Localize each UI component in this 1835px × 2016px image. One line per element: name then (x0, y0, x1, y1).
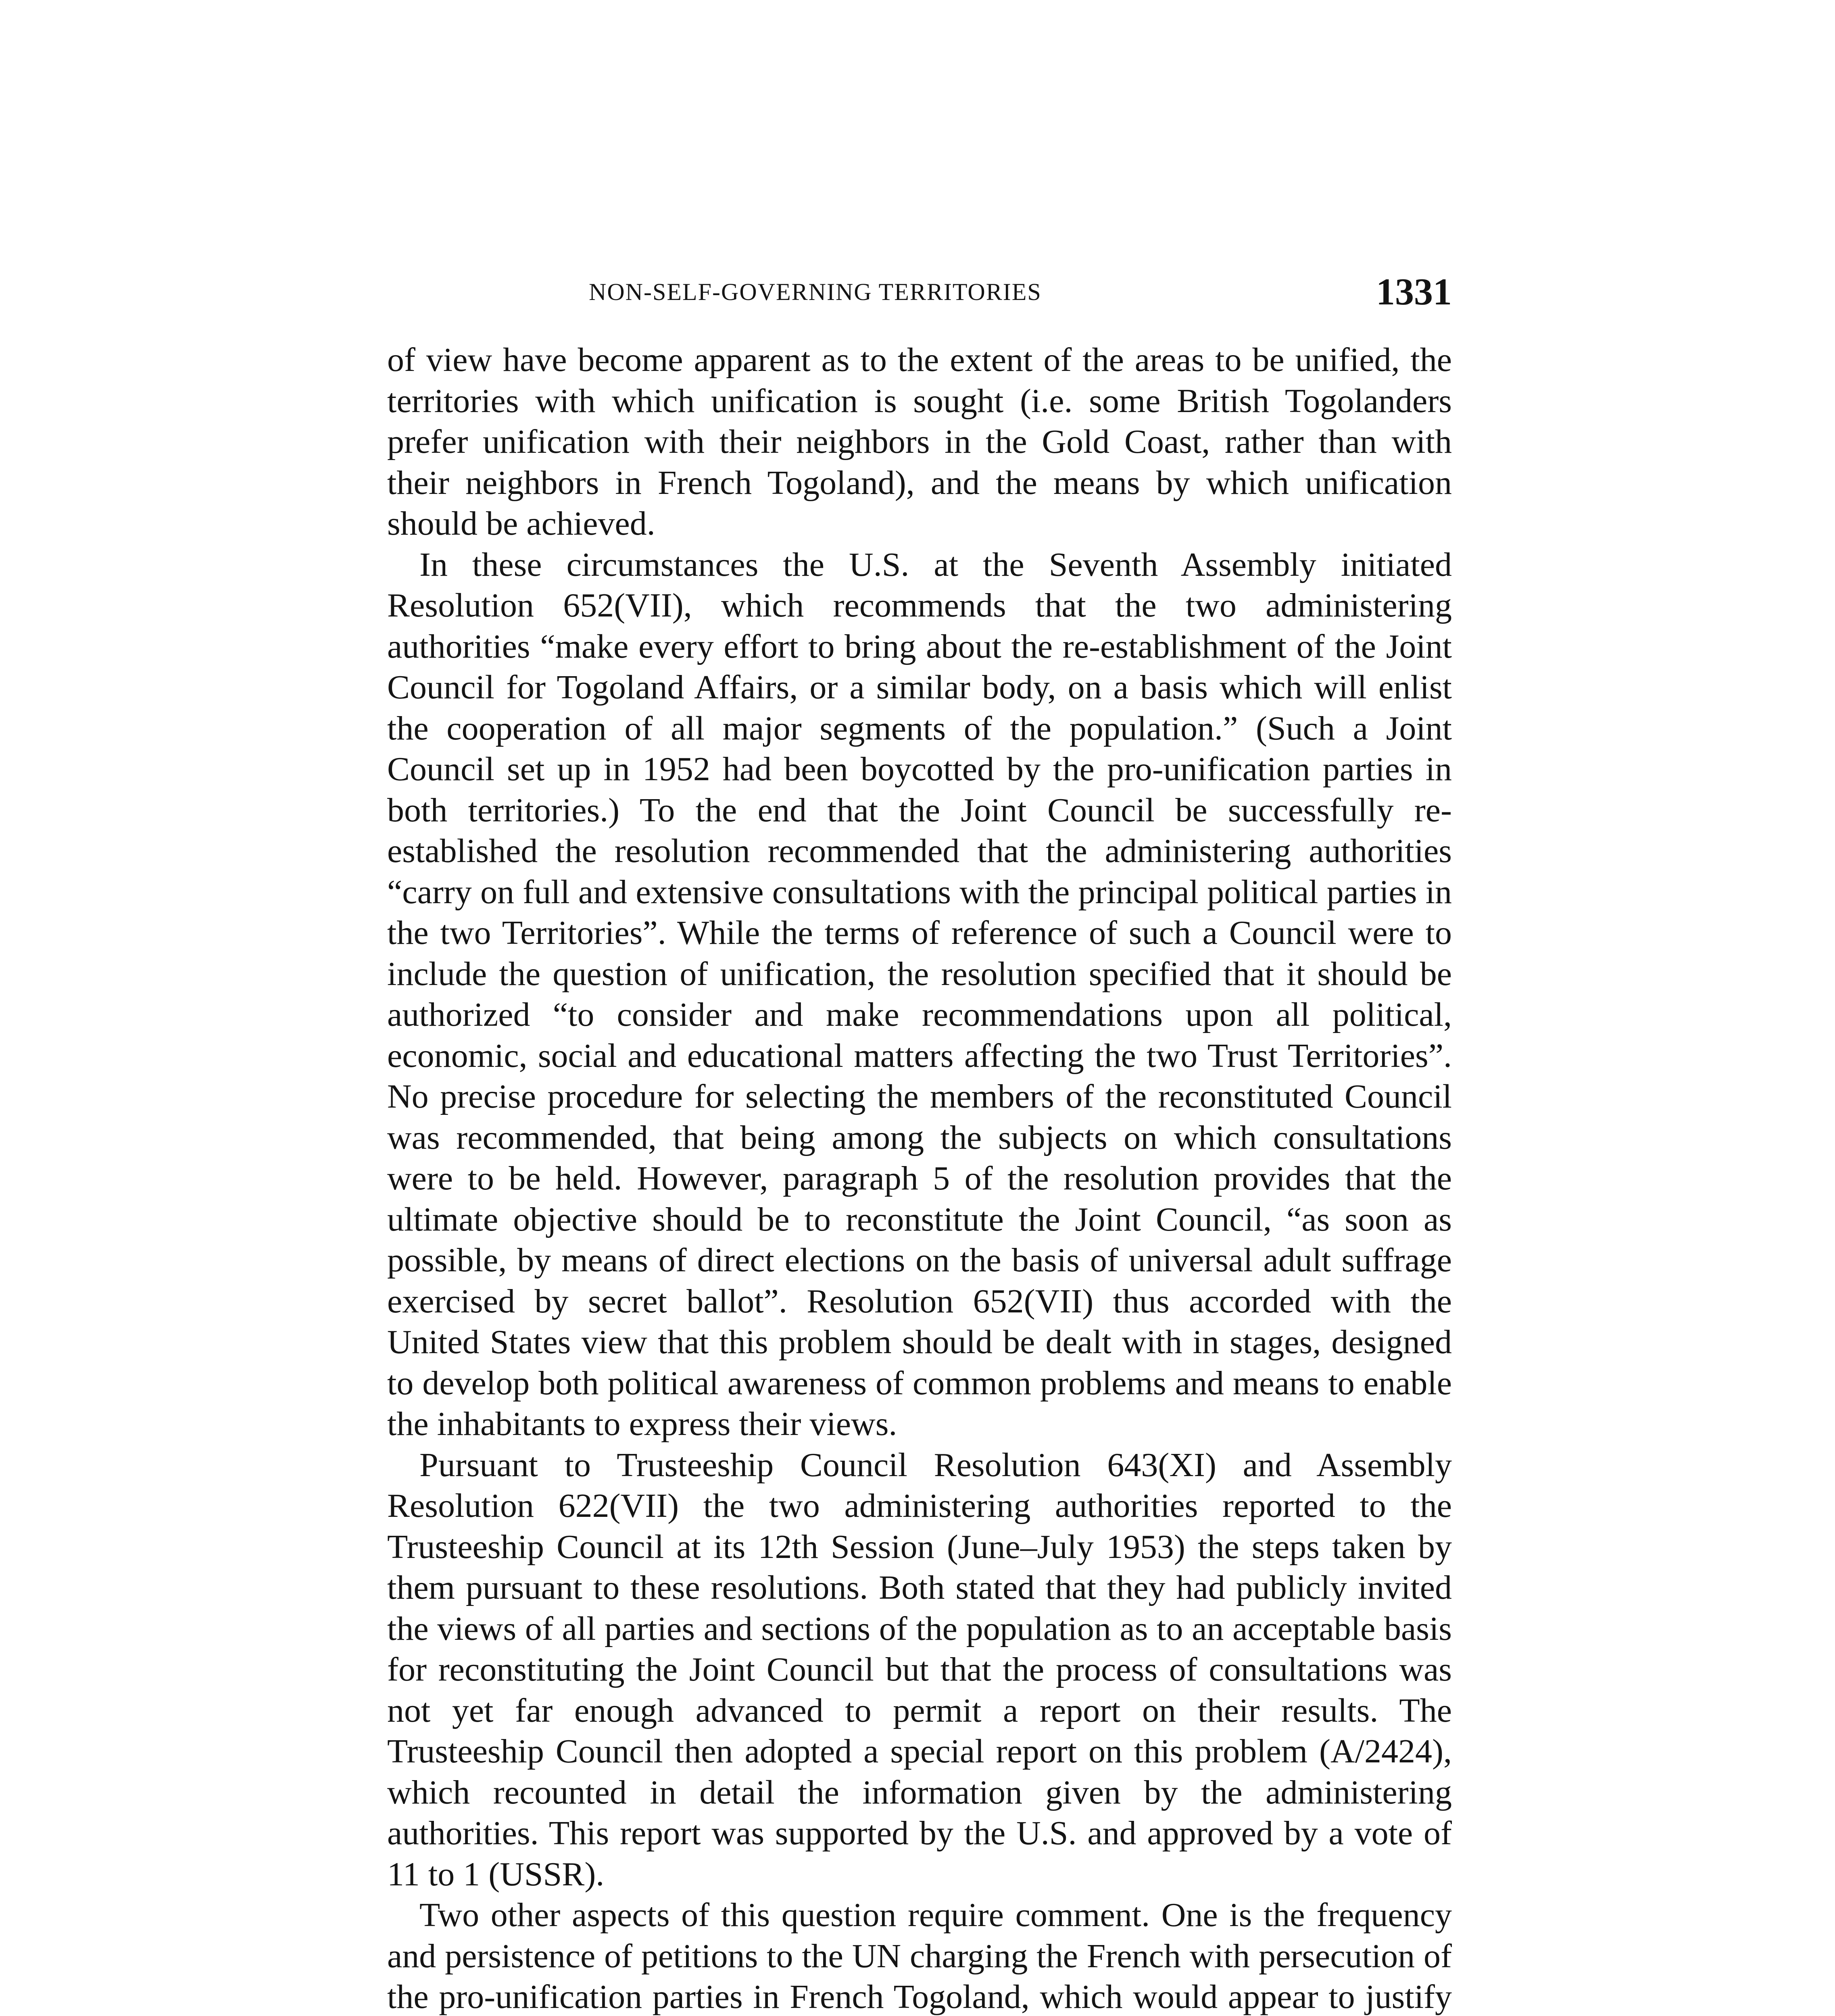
paragraph-continuation: of view have become apparent as to the extent of the areas to be unified, the territories with which unification is sought (i.e. some British Togolanders prefer unification with their neighbors in the Gold Coast, rather than with their neighbors in French Togoland), and the means by which unification should be achieved. (387, 341, 1452, 542)
paragraph-trusteeship-report: Pursuant to Trusteeship Council Resolution 643(XI) and Assembly Resolution 622(VII) the two administering authorities reported to the Trusteeship Council at its 12th Session (June–July 1953) the steps taken by them pursuant to these resolutions. Both stated that they had publicly invited the views of all parties and sections of the population as to an acceptable basis for reconstituting the Joint Council but that the process of consultations was not yet far enough advanced to permit a report on their results. The Trusteeship Council then adopted a special report on this problem (A/2424), which recounted in detail the information given by the administering authorities. This report was supported by the U.S. and approved by a vote of 11 to 1 (USSR). (387, 1446, 1452, 1893)
page-header (387, 270, 1452, 319)
body-text (387, 339, 1452, 2016)
paragraph-other-aspects: Two other aspects of this question require comment. One is the frequency and persistence of petitions to the UN charging the French with persecution of the pro-unification parties in French Togoland, which would appear to justify (387, 1896, 1452, 2016)
running-head: NON-SELF-GOVERNING TERRITORIES (589, 279, 1042, 305)
paragraph-resolution-652: In these circumstances the U.S. at the Seventh Assembly initiated Resolution 652(VII), which recommends that the two administering authorities “make every effort to bring about the re-establishment of the Joint Council for Togoland Affairs, or a similar body, on a basis which will enlist the cooperation of all major segments of the population.” (Such a Joint Council set up in 1952 had been boycotted by the pro-unification parties in both territories.) To the end that the Joint Council be successfully re-established the resolution recommended that the administering authorities “carry on full and extensive consultations with the principal political parties in the two Territories”. While the terms of reference of such a Council were to include the question of unification, the resolution specified that it should be authorized “to consider and make recommendations upon all political, economic, social and educational matters affecting the two Trust Territories”. No precise procedure for selecting the members of the reconstituted Council was recommended, that being among the subjects on which consultations were to be held. However, paragraph 5 of the resolution provides that the ultimate objective should be to reconstitute the Joint Council, “as soon as possible, by means of direct elections on the basis of universal adult suffrage exercised by secret ballot”. Resolution 652(VII) thus accorded with the United States view that this problem should be dealt with in stages, designed to develop both political awareness of common problems and means to enable the inhabitants to express their views. (387, 546, 1452, 1443)
page-number: 1331 (1376, 271, 1452, 313)
